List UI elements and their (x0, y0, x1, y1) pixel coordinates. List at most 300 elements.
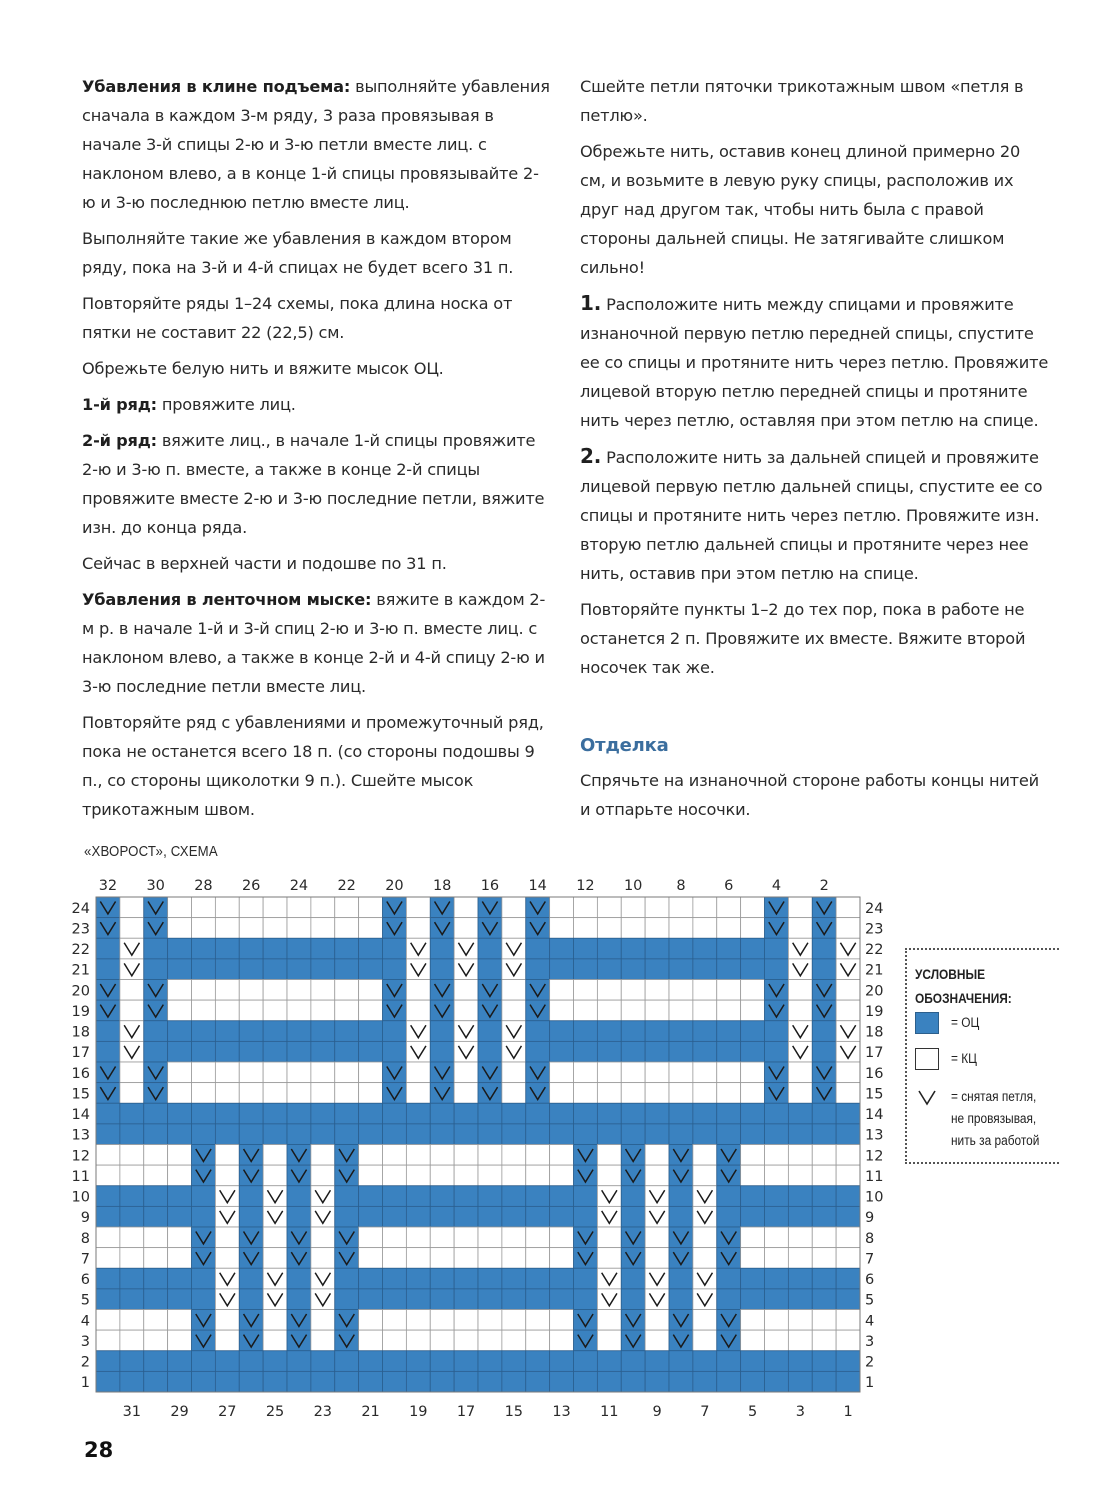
chart-cell (645, 959, 669, 980)
chart-cell (550, 1227, 574, 1248)
chart-cell (478, 1145, 502, 1166)
paragraph-stitch-count: Сейчас в верхней части и подошве по 31 п. (82, 554, 447, 573)
chart-cell (287, 1021, 311, 1042)
chart-cell (741, 1165, 765, 1186)
column-label-bottom: 3 (795, 1404, 805, 1420)
row-label-right: 18 (865, 1024, 884, 1041)
chart-cell (263, 1227, 287, 1248)
legend-label (951, 1086, 1039, 1152)
chart-cell (239, 897, 263, 918)
chart-cell (693, 1310, 717, 1331)
column-label-top: 18 (432, 878, 452, 894)
chart-cell (788, 1310, 812, 1331)
chart-cell (502, 897, 526, 918)
chart-cell (406, 1083, 430, 1104)
chart-cell (96, 1021, 120, 1042)
chart-cell (597, 897, 621, 918)
chart-cell (550, 1310, 574, 1331)
row-label-right: 11 (865, 1168, 884, 1185)
chart-cell (215, 959, 239, 980)
chart-cell (765, 1124, 789, 1145)
chart-cell (574, 1103, 598, 1124)
chart-cell (836, 1145, 860, 1166)
chart-cell (144, 1268, 168, 1289)
step-text: Расположите нить между спицами и провяжите изнаночной первую петлю передней спицы, спустите ее со спицы и протяните нить через петлю. Провяжите лицевой вторую петлю передней спицы и протяните нить через петлю, оставляя при этом петлю на спице. (580, 295, 1049, 430)
chart-cell (215, 1021, 239, 1042)
chart-cell (383, 1310, 407, 1331)
chart-cell (669, 1062, 693, 1083)
chart-cell (192, 980, 216, 1001)
chart-cell (168, 1062, 192, 1083)
chart-cell (645, 1041, 669, 1062)
chart-cell (383, 1371, 407, 1392)
chart-cell (502, 1268, 526, 1289)
chart-cell (788, 1206, 812, 1227)
chart-cell (550, 918, 574, 939)
row-label-left: 2 (80, 1354, 90, 1371)
chart-cell (239, 1041, 263, 1062)
chart-cell (502, 1145, 526, 1166)
chart-cell (311, 1145, 335, 1166)
chart-cell (168, 1289, 192, 1310)
chart-cell (693, 1103, 717, 1124)
chart-cell (693, 1351, 717, 1372)
chart-cell (693, 1062, 717, 1083)
chart-cell (645, 897, 669, 918)
chart-cell (621, 1062, 645, 1083)
chart-cell (406, 1165, 430, 1186)
chart-cell (693, 1227, 717, 1248)
chart-cell (765, 1351, 789, 1372)
chart-cell (693, 1083, 717, 1104)
chart-cell (215, 1103, 239, 1124)
chart-cell (96, 1330, 120, 1351)
chart-cell (120, 1145, 144, 1166)
chart-cell (741, 1227, 765, 1248)
chart-cell (359, 959, 383, 980)
chart-cell (574, 1124, 598, 1145)
column-label-bottom: 9 (652, 1404, 662, 1420)
chart-cell (120, 1206, 144, 1227)
chart-cell (788, 1351, 812, 1372)
chart-cell (741, 959, 765, 980)
chart-cell (741, 1310, 765, 1331)
chart-cell (96, 938, 120, 959)
chart-cell (263, 1165, 287, 1186)
chart-cell (335, 959, 359, 980)
chart-cell (550, 1041, 574, 1062)
chart-cell (144, 1371, 168, 1392)
chart-cell (621, 1371, 645, 1392)
chart-cell (311, 1062, 335, 1083)
column-label-top: 4 (771, 878, 782, 894)
chart-cell (335, 1289, 359, 1310)
chart-cell (263, 938, 287, 959)
row-label-right: 6 (865, 1272, 875, 1289)
chart-cell (502, 980, 526, 1001)
chart-cell (574, 1041, 598, 1062)
chart-cell (741, 1289, 765, 1310)
chart-cell (430, 1351, 454, 1372)
row-label-right: 24 (865, 900, 884, 917)
chart-cell (359, 1227, 383, 1248)
chart-cell (430, 1103, 454, 1124)
legend-label-line: не провязывая, (951, 1111, 1037, 1126)
chart-cell (263, 1000, 287, 1021)
chart-cell (621, 1206, 645, 1227)
chart-cell (96, 1310, 120, 1331)
paragraph-cut-yarn: Обрежьте белую нить и вяжите мысок ОЦ. (82, 359, 444, 378)
row-label-left: 10 (71, 1189, 90, 1206)
chart-cell (120, 1000, 144, 1021)
chart-cell (788, 897, 812, 918)
chart-cell (741, 1124, 765, 1145)
chart-cell (168, 918, 192, 939)
paragraph-repeat-rows: Повторяйте ряды 1–24 схемы, пока длина носка от пятки не составит 22 (22,5) см. (82, 294, 513, 342)
chart-cell (526, 1145, 550, 1166)
chart-cell (717, 1206, 741, 1227)
chart-cell (454, 1330, 478, 1351)
chart-cell (383, 1289, 407, 1310)
chart-cell (215, 938, 239, 959)
row-label-left: 15 (71, 1086, 90, 1103)
chart-cell (168, 1103, 192, 1124)
chart-cell (383, 1206, 407, 1227)
chart-cell (788, 1289, 812, 1310)
chart-cell (263, 1330, 287, 1351)
chart-cell (335, 938, 359, 959)
chart-cell (550, 1021, 574, 1042)
chart-cell (406, 1330, 430, 1351)
column-label-bottom: 7 (700, 1404, 710, 1420)
chart-cell (144, 1206, 168, 1227)
chart-cell (812, 1371, 836, 1392)
chart-cell (311, 1083, 335, 1104)
chart-cell (120, 1310, 144, 1331)
chart-cell (430, 938, 454, 959)
chart-cell (263, 1248, 287, 1269)
row-label-left: 23 (71, 921, 90, 938)
chart-cell (454, 1000, 478, 1021)
chart-cell (168, 1227, 192, 1248)
paragraph-cut-yarn-20cm: Обрежьте нить, оставив конец длиной примерно 20 см, и возьмите в левую руку спицы, расположив их друг над другом так, чтобы нить была с правой стороны дальней спицы. Не затягивайте слишком сильно! (580, 142, 1021, 277)
chart-cell (621, 1289, 645, 1310)
chart-cell (239, 1186, 263, 1207)
column-label-top: 32 (98, 878, 118, 894)
chart-cell (192, 1103, 216, 1124)
chart-cell (478, 938, 502, 959)
chart-cell (215, 1310, 239, 1331)
chart-cell (788, 1227, 812, 1248)
chart-cell (502, 1248, 526, 1269)
chart-cell (311, 1227, 335, 1248)
chart-cell (120, 1165, 144, 1186)
chart-cell (645, 1310, 669, 1331)
chart-cell (263, 1371, 287, 1392)
chart-cell (311, 1330, 335, 1351)
chart-cell (335, 1083, 359, 1104)
chart-cell (359, 897, 383, 918)
step-number: 1. (580, 291, 602, 315)
chart-cell (765, 1268, 789, 1289)
chart-cell (144, 1041, 168, 1062)
chart-cell (478, 1351, 502, 1372)
row-label-left: 3 (80, 1333, 90, 1350)
chart-cell (335, 1124, 359, 1145)
chart-cell (621, 1186, 645, 1207)
chart-cell (574, 1206, 598, 1227)
row-label-right: 16 (865, 1065, 884, 1082)
chart-cell (574, 1083, 598, 1104)
chart-cell (741, 1041, 765, 1062)
chart-cell (168, 1000, 192, 1021)
row-label-right: 10 (865, 1189, 884, 1206)
chart-cell (788, 1000, 812, 1021)
chart-cell (693, 938, 717, 959)
chart-cell (812, 1021, 836, 1042)
chart-cell (836, 1268, 860, 1289)
chart-cell (359, 1268, 383, 1289)
chart-cell (96, 1248, 120, 1269)
row-label-right: 19 (865, 1003, 884, 1020)
chart-cell (383, 1351, 407, 1372)
chart-cell (597, 959, 621, 980)
chart-cell (836, 1330, 860, 1351)
chart-cell (96, 1124, 120, 1145)
chart-cell (192, 959, 216, 980)
chart-cell (120, 1227, 144, 1248)
chart-cell (478, 1021, 502, 1042)
chart-cell (335, 980, 359, 1001)
chart-cell (765, 1165, 789, 1186)
chart-cell (741, 1186, 765, 1207)
chart-cell (311, 1041, 335, 1062)
chart-cell (120, 897, 144, 918)
chart-cell (430, 1310, 454, 1331)
chart-cell (812, 938, 836, 959)
chart-cell (383, 1165, 407, 1186)
legend-item-main-color (915, 1012, 983, 1034)
chart-cell (215, 1351, 239, 1372)
chart-cell (741, 980, 765, 1001)
chart-cell (597, 1124, 621, 1145)
section-title-finishing: Отделка (580, 735, 669, 756)
chart-cell (359, 938, 383, 959)
chart-cell (263, 959, 287, 980)
chart-cell (765, 1186, 789, 1207)
chart-cell (836, 1165, 860, 1186)
row-label-left: 5 (80, 1292, 90, 1309)
chart-cell (311, 1351, 335, 1372)
chart-cell (765, 1227, 789, 1248)
chart-cell (621, 959, 645, 980)
chart-cell (192, 1268, 216, 1289)
chart-cell (311, 1310, 335, 1331)
chart-cell (454, 1062, 478, 1083)
chart-cell (144, 1124, 168, 1145)
chart-cell (383, 1268, 407, 1289)
chart-cell (239, 1206, 263, 1227)
chart-cell (621, 1021, 645, 1042)
chart-cell (741, 1000, 765, 1021)
chart-cell (406, 1371, 430, 1392)
chart-cell (430, 1289, 454, 1310)
chart-cell (383, 1041, 407, 1062)
column-label-bottom: 1 (843, 1404, 853, 1420)
chart-cell (287, 959, 311, 980)
chart-cell (597, 1371, 621, 1392)
chart-cell (192, 1351, 216, 1372)
row-label-left: 6 (80, 1272, 90, 1289)
chart-cell (311, 938, 335, 959)
chart-cell (478, 1227, 502, 1248)
chart-cell (454, 1103, 478, 1124)
chart-cell (168, 1165, 192, 1186)
chart-cell (502, 1103, 526, 1124)
chart-cell (812, 1268, 836, 1289)
chart-cell (669, 1000, 693, 1021)
chart-cell (430, 1041, 454, 1062)
row-label-right: 5 (865, 1292, 875, 1309)
chart-cell (526, 1310, 550, 1331)
chart-cell (502, 1083, 526, 1104)
chart-cell (120, 1186, 144, 1207)
chart-cell (574, 918, 598, 939)
chart-cell (263, 1083, 287, 1104)
chart-cell (311, 959, 335, 980)
chart-cell (144, 1330, 168, 1351)
chart-cell (239, 1021, 263, 1042)
chart-cell (526, 1206, 550, 1227)
chart-cell (717, 1268, 741, 1289)
legend-title: УСЛОВНЫЕ ОБОЗНАЧЕНИЯ: (915, 966, 1012, 1006)
chart-cell (311, 1021, 335, 1042)
chart-cell (287, 1000, 311, 1021)
column-label-bottom: 13 (552, 1404, 571, 1420)
chart-cell (192, 1206, 216, 1227)
chart-cell (717, 897, 741, 918)
chart-cell (717, 1103, 741, 1124)
chart-cell (550, 1371, 574, 1392)
column-label-bottom: 31 (122, 1404, 142, 1420)
chart-cell (215, 1083, 239, 1104)
chart-cell (430, 1165, 454, 1186)
chart-cell (597, 1083, 621, 1104)
chart-cell (120, 1351, 144, 1372)
chart-cell (263, 1062, 287, 1083)
chart-cell (645, 1330, 669, 1351)
chart-cell (359, 1371, 383, 1392)
chart-cell (454, 1248, 478, 1269)
chart-cell (645, 1145, 669, 1166)
chart-cell (192, 897, 216, 918)
chart-cell (168, 1041, 192, 1062)
chart-cell (311, 980, 335, 1001)
chart-cell (168, 1145, 192, 1166)
chart-cell (550, 1145, 574, 1166)
chart-cell (239, 1268, 263, 1289)
chart-cell (335, 1041, 359, 1062)
chart-cell (550, 938, 574, 959)
chart-cell (192, 918, 216, 939)
row-label-left: 22 (71, 942, 90, 959)
row-label-left: 18 (71, 1024, 90, 1041)
row-label-left: 20 (71, 983, 90, 1000)
chart-cell (454, 1124, 478, 1145)
chart-cell (765, 1289, 789, 1310)
chart-cell (215, 1227, 239, 1248)
column-label-bottom: 23 (313, 1404, 333, 1420)
chart-cell (383, 1145, 407, 1166)
chart-cell (717, 1186, 741, 1207)
chart-cell (550, 1330, 574, 1351)
chart-cell (717, 1021, 741, 1042)
chart-cell (836, 1227, 860, 1248)
chart-cell (287, 1083, 311, 1104)
chart-cell (717, 1000, 741, 1021)
chart-cell (96, 1371, 120, 1392)
chart-cell (597, 1351, 621, 1372)
chart-cell (550, 1062, 574, 1083)
chart-cell (836, 1103, 860, 1124)
chart-cell (335, 1186, 359, 1207)
chart-cell (263, 1145, 287, 1166)
chart-cell (597, 1000, 621, 1021)
chart-cell (239, 1351, 263, 1372)
column-label-top: 8 (676, 878, 686, 894)
chart-cell (239, 1124, 263, 1145)
v-mark-icon (915, 1086, 939, 1108)
paragraph-finishing: Спрячьте на изнаночной стороне работы концы нитей и отпарьте носочки. (580, 771, 1039, 819)
chart-cell (741, 1145, 765, 1166)
chart-cell (621, 1041, 645, 1062)
chart-cell (430, 1268, 454, 1289)
chart-cell (120, 1124, 144, 1145)
chart-cell (502, 1351, 526, 1372)
chart-cell (215, 1041, 239, 1062)
paragraph-finish-toe: Повторяйте ряд с убавлениями и промежуточный ряд, пока не останется всего 18 п. (со стороны подошвы 9 п., со стороны щиколотки 9 п.). Сшейте мысок трикотажным швом. (82, 713, 544, 819)
chart-cell (717, 938, 741, 959)
chart-cell (478, 1371, 502, 1392)
chart-cell (669, 938, 693, 959)
chart-cell (788, 1165, 812, 1186)
column-label-bottom: 15 (504, 1404, 524, 1420)
chart-cell (478, 1268, 502, 1289)
chart-cell (621, 1124, 645, 1145)
column-label-top: 22 (337, 878, 356, 894)
chart-cell (359, 1206, 383, 1227)
chart-cell (741, 897, 765, 918)
chart-cell (96, 1351, 120, 1372)
legend-item-contrast-color (915, 1048, 981, 1070)
chart-cell (812, 1206, 836, 1227)
paragraph-text: вяжите в каждом 2-м р. в начале 1-й и 3-й спиц 2-ю и 3-ю п. вместе лиц. с наклоном влево, а также в конце 2-й и 4-й спицу 2-ю и 3-ю последние петли вместе лиц. (82, 590, 546, 696)
chart-cell (311, 1124, 335, 1145)
row-label-left: 12 (71, 1148, 90, 1165)
row-label-right: 4 (865, 1313, 875, 1330)
white-square-icon (915, 1048, 939, 1070)
chart-cell (239, 918, 263, 939)
chart-cell (765, 1330, 789, 1351)
chart-cell (454, 1186, 478, 1207)
column-label-top: 10 (623, 878, 643, 894)
row-label-left: 9 (80, 1210, 90, 1227)
chart-cell (597, 918, 621, 939)
column-label-bottom: 21 (361, 1404, 380, 1420)
column-label-bottom: 27 (218, 1404, 237, 1420)
chart-cell (359, 1248, 383, 1269)
chart-cell (359, 1186, 383, 1207)
